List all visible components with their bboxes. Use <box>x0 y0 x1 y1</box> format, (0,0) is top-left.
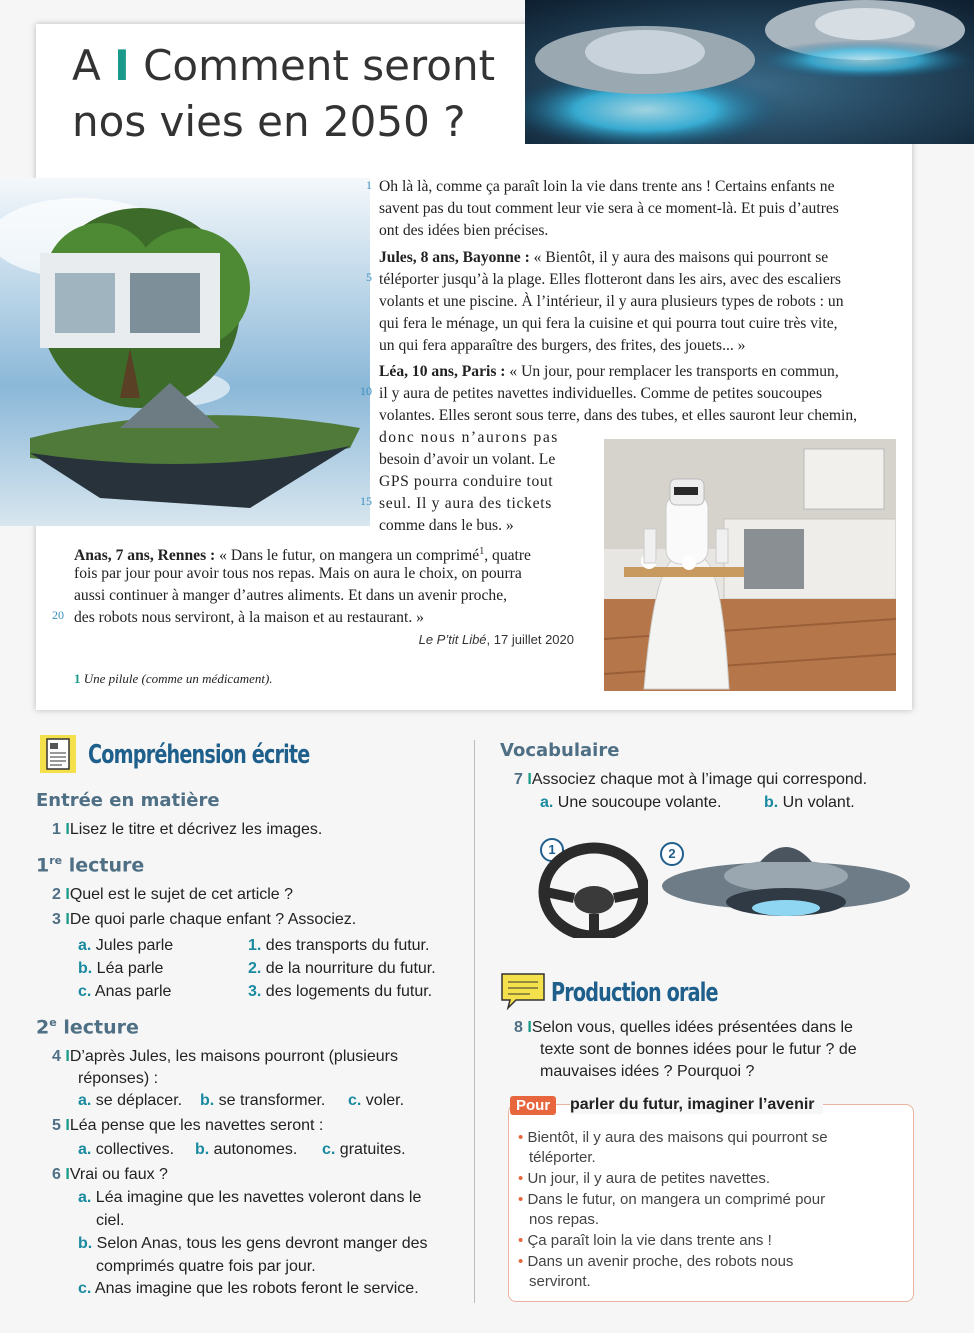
article-line: des robots nous serviront, à la maison et au restaurant. » <box>74 609 424 626</box>
article-line: volantes. Elles seront sous terre, dans des tubes, et elles sauront leur chemin, <box>379 407 858 424</box>
article-line: ont des idées bien précises. <box>379 222 549 239</box>
expression-item-cont: serviront. <box>529 1273 591 1290</box>
option-letter: a. <box>78 1092 92 1109</box>
option-text: collectives. <box>95 1141 175 1158</box>
expression-item: • Dans un avenir proche, des robots nous <box>518 1253 794 1270</box>
line-number: 5 <box>366 270 372 284</box>
expression-item: • Ça paraît loin la vie dans trente ans ! <box>518 1232 772 1249</box>
article-line: qui fera le ménage, un qui fera la cuisine et qui pourra tout cuire très vite, <box>379 315 838 332</box>
question-text: Lisez le titre et décrivez les images. <box>69 821 323 838</box>
q5-option-b <box>195 1139 297 1161</box>
production-title: Production orale <box>551 978 718 1008</box>
option-text: Jules parle <box>95 937 174 954</box>
option-letter: 2. <box>248 960 262 977</box>
option-text: Léa imagine que les navettes voleront dans le <box>95 1189 422 1206</box>
question-number: 8 <box>514 1019 523 1036</box>
question-number: 2 <box>52 886 61 903</box>
line-number: 20 <box>52 608 64 622</box>
footnote-mark: 1 <box>479 546 485 557</box>
option-letter: b. <box>78 960 93 977</box>
option-text: voler. <box>365 1092 405 1109</box>
option-text: gratuites. <box>339 1141 406 1158</box>
lecture1-heading <box>36 854 144 876</box>
article-line: besoin d’avoir un volant. Le <box>379 451 556 468</box>
expression-item: • Dans le futur, on mangera un comprimé pour <box>518 1191 826 1208</box>
speaker-lea: Léa, 10 ans, Paris : <box>379 363 506 380</box>
expression-item-cont: nos repas. <box>529 1211 600 1228</box>
q6-item-b <box>78 1233 428 1255</box>
speaker-anas: Anas, 7 ans, Rennes : <box>74 547 216 565</box>
question-number: 1 <box>52 821 61 838</box>
match-right-2 <box>248 958 436 980</box>
option-text: Un volant. <box>782 794 855 811</box>
question-4: 4 ID’après Jules, les maisons pourront (plusieurs <box>52 1048 398 1065</box>
option-text: autonomes. <box>213 1141 298 1158</box>
option-text: se transformer. <box>218 1092 326 1109</box>
q6-item-a-cont: ciel. <box>96 1212 125 1229</box>
question-text: De quoi parle chaque enfant ? Associez. <box>69 911 357 928</box>
article-line: fois par jour pour avoir tous nos repas. Mais on aura le choix, on pourra <box>74 565 522 582</box>
expression-text: Ça paraît loin la vie dans trente ans ! <box>527 1232 772 1249</box>
question-4-cont: réponses) : <box>78 1070 159 1087</box>
lecture-sup: e <box>49 1016 57 1029</box>
q7-option-b <box>764 792 855 814</box>
option-letter: a. <box>78 1189 92 1206</box>
question-2: 2 IQuel est le sujet de cet article ? <box>52 886 294 903</box>
option-text: Une soucoupe volante. <box>557 794 722 811</box>
comprehension-title: Compréhension écrite <box>88 740 310 770</box>
footnote <box>74 671 273 687</box>
speech-bubble-icon <box>500 972 546 1010</box>
option-letter: a. <box>78 1141 92 1158</box>
option-letter: b. <box>764 794 779 811</box>
q6-item-a <box>78 1187 421 1209</box>
question-text: Quel est le sujet de cet article ? <box>69 886 294 903</box>
expression-text: Dans le futur, on mangera un comprimé pour <box>527 1191 826 1208</box>
q7-option-a <box>540 792 721 814</box>
document-icon <box>38 733 78 775</box>
expression-text: Dans un avenir proche, des robots nous <box>527 1253 794 1270</box>
q5-option-a <box>78 1139 174 1161</box>
expression-item: • Un jour, il y aura de petites navettes. <box>518 1170 771 1187</box>
question-1: 1 ILisez le titre et décrivez les images. <box>52 821 323 838</box>
article-line <box>379 361 839 383</box>
article-line: comme dans le bus. » <box>379 517 514 534</box>
option-text: Anas parle <box>94 983 172 1000</box>
question-number: 5 <box>52 1117 61 1134</box>
article-line: GPS pourra conduire tout <box>379 473 554 490</box>
question-number: 4 <box>52 1048 61 1065</box>
q4-option-b <box>200 1090 325 1112</box>
q4-option-c <box>348 1090 404 1112</box>
option-text: des transports du futur. <box>265 937 430 954</box>
source-date: , 17 juillet 2020 <box>486 632 574 647</box>
expression-item: • Bientôt, il y aura des maisons qui pourront se <box>518 1129 828 1146</box>
line-number: 1 <box>366 178 372 192</box>
option-letter: a. <box>78 937 92 954</box>
option-text: se déplacer. <box>95 1092 183 1109</box>
match-right-1 <box>248 935 429 957</box>
question-text: Léa pense que les navettes seront : <box>69 1117 324 1134</box>
line-number: 10 <box>360 384 372 398</box>
speaker-jules: Jules, 8 ans, Bayonne : <box>379 249 530 266</box>
article-line: seul. Il y aura des tickets <box>379 495 553 512</box>
option-letter: c. <box>78 1280 92 1297</box>
page-title <box>72 38 495 150</box>
article-line <box>379 247 828 269</box>
image-number-1: 1 <box>540 838 564 862</box>
q6-item-b-cont: comprimés quatre fois par jour. <box>96 1258 316 1275</box>
question-text: Associez chaque mot à l’image qui correspond. <box>531 771 868 788</box>
question-text: D’après Jules, les maisons pourront (plusieurs <box>69 1048 398 1065</box>
source-title: Le P’tit Libé <box>418 632 487 647</box>
expression-text: Bientôt, il y aura des maisons qui pourront se <box>527 1129 828 1146</box>
article-line: savent pas du tout comment leur vie sera à ce moment-là. Et puis d’autres <box>379 200 839 217</box>
ufo-photo <box>525 0 974 144</box>
option-letter: b. <box>195 1141 210 1158</box>
steering-wheel-image <box>538 842 648 938</box>
option-letter: 3. <box>248 983 262 1000</box>
option-letter: 1. <box>248 937 262 954</box>
q5-option-c <box>322 1139 406 1161</box>
article-line: Oh là là, comme ça paraît loin la vie dans trente ans ! Certains enfants ne <box>379 178 835 195</box>
robot-waiter-photo <box>604 439 896 691</box>
option-text: Anas imagine que les robots feront le service. <box>94 1280 419 1297</box>
option-letter: a. <box>540 794 554 811</box>
pour-tag: Pour <box>510 1096 556 1115</box>
question-8-cont: mauvaises idées ? Pourquoi ? <box>540 1063 755 1080</box>
question-5: 5 ILéa pense que les navettes seront : <box>52 1117 324 1134</box>
floating-house-photo <box>0 178 370 526</box>
pour-title: parler du futur, imaginer l’avenir <box>570 1096 823 1114</box>
article-source <box>380 632 574 647</box>
lecture-label: lecture <box>68 854 145 877</box>
title-line1: Comment seront <box>143 41 496 90</box>
title-separator: I <box>114 41 130 90</box>
option-text: Léa parle <box>96 960 164 977</box>
article-line: téléporter jusqu’à la plage. Elles flotteront dans les airs, avec des escaliers <box>379 271 842 288</box>
question-7: 7 IAssociez chaque mot à l’image qui correspond. <box>514 771 868 788</box>
article-line: volants et une piscine. À l’intérieur, il y aura plusieurs types de robots : un <box>379 293 844 310</box>
question-text: Vrai ou faux ? <box>69 1166 168 1183</box>
q4-option-a <box>78 1090 182 1112</box>
option-letter: c. <box>322 1141 336 1158</box>
lecture2-heading <box>36 1016 139 1038</box>
match-left-a <box>78 935 173 957</box>
image-number-2: 2 <box>660 842 684 866</box>
option-text: Selon Anas, tous les gens devront manger des <box>96 1235 428 1252</box>
question-number: 3 <box>52 911 61 928</box>
question-number: 7 <box>514 771 523 788</box>
question-text: Selon vous, quelles idées présentées dans le <box>531 1019 853 1036</box>
match-left-c <box>78 981 171 1003</box>
match-right-3 <box>248 981 432 1003</box>
flying-saucer-image <box>660 832 912 924</box>
title-letter: A <box>72 41 101 90</box>
question-8: 8 ISelon vous, quelles idées présentées dans le <box>514 1019 853 1036</box>
column-divider <box>474 740 475 1303</box>
expression-text: Un jour, il y aura de petites navettes. <box>527 1170 771 1187</box>
option-letter: b. <box>200 1092 215 1109</box>
article-text: « Bientôt, il y aura des maisons qui pourront se <box>529 249 829 266</box>
option-text: de la nourriture du futur. <box>265 960 436 977</box>
footnote-text: Une pilule (comme un médicament). <box>83 671 273 686</box>
article-line: il y aura de petites navettes individuelles. Comme de petites soucoupes <box>379 385 823 402</box>
option-letter: b. <box>78 1235 93 1252</box>
footnote-number: 1 <box>74 671 81 686</box>
question-6: 6 IVrai ou faux ? <box>52 1166 168 1183</box>
article-line: un qui fera apparaître des burgers, des frites, des jouets... » <box>379 337 746 354</box>
option-text: des logements du futur. <box>265 983 433 1000</box>
lecture-sup: re <box>49 854 63 867</box>
article-text: « Dans le futur, on mangera un comprimé <box>215 547 480 565</box>
vocabulaire-heading: Vocabulaire <box>500 740 620 761</box>
line-number: 15 <box>360 494 372 508</box>
q6-item-c <box>78 1278 419 1300</box>
match-left-b <box>78 958 163 980</box>
article-line: aussi continuer à manger d’autres aliments. Et dans un avenir proche, <box>74 587 508 604</box>
lecture-label: lecture <box>63 1016 139 1039</box>
option-letter: c. <box>78 983 92 1000</box>
option-letter: c. <box>348 1092 362 1109</box>
article-text: , quatre <box>484 547 531 565</box>
expression-item-cont: téléporter. <box>529 1149 596 1166</box>
question-number: 6 <box>52 1166 61 1183</box>
title-line2: nos vies en 2050 ? <box>72 97 466 146</box>
question-3: 3 IDe quoi parle chaque enfant ? Associez. <box>52 911 357 928</box>
article-text: « Un jour, pour remplacer les transports en commun, <box>505 363 839 380</box>
lecture-number: 2 <box>36 1016 50 1039</box>
lecture-number: 1 <box>36 854 50 877</box>
article-line: donc nous n’aurons pas <box>379 429 559 446</box>
entree-heading: Entrée en matière <box>36 790 220 811</box>
question-8-cont: texte sont de bonnes idées pour le futur ? de <box>540 1041 857 1058</box>
